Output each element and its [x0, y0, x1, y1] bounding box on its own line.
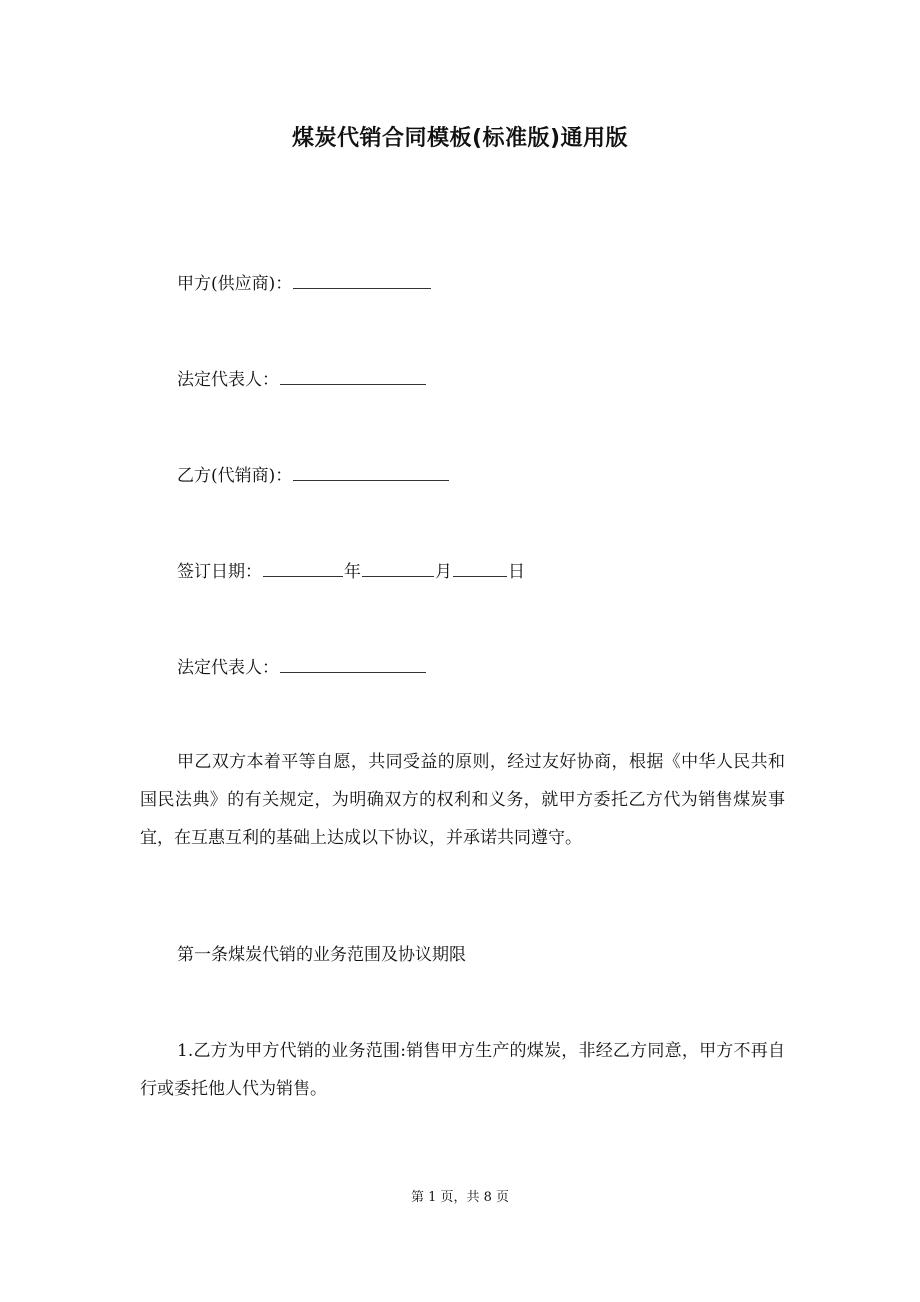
- legal-rep-2-field: [177, 654, 427, 681]
- legal-rep-2-blank: [280, 654, 426, 673]
- sign-date-year-blank: [263, 558, 343, 577]
- sign-date-month-label: 月: [435, 562, 452, 582]
- sign-date-field: [177, 558, 525, 585]
- party-b-label: 乙方(代销商)：: [177, 466, 293, 486]
- party-b-field: [177, 462, 450, 489]
- legal-rep-1-field: [177, 366, 427, 393]
- sign-date-month-blank: [362, 558, 434, 577]
- sign-date-day-label: 日: [508, 562, 525, 582]
- clause-1-1-paragraph: 1.乙方为甲方代销的业务范围:销售甲方生产的煤炭，非经乙方同意，甲方不再自行或委托他人代为销售。: [140, 1041, 785, 1099]
- legal-rep-1-label: 法定代表人：: [177, 370, 279, 390]
- party-a-blank: [293, 270, 431, 289]
- page-number-footer: 第 1 页，共 8 页: [410, 1190, 510, 1205]
- legal-rep-2-label: 法定代表人：: [177, 658, 279, 678]
- article-1-heading: 第一条煤炭代销的业务范围及协议期限: [177, 945, 466, 965]
- document-title: 煤炭代销合同模板(标准版)通用版: [291, 126, 629, 151]
- party-a-label: 甲方(供应商)：: [177, 274, 293, 294]
- intro-paragraph: 甲乙双方本着平等自愿，共同受益的原则，经过友好协商，根据《中华人民共和国民法典》的有关规定，为明确双方的权利和义务，就甲方委托乙方代为销售煤炭事宜，在互惠互利的基础上达成以下协议，并承诺共同遵守。: [140, 752, 785, 848]
- party-a-field: [177, 270, 432, 297]
- legal-rep-1-blank: [280, 366, 426, 385]
- party-b-blank: [293, 462, 449, 481]
- sign-date-label: 签订日期：: [177, 562, 262, 582]
- sign-date-day-blank: [453, 558, 507, 577]
- sign-date-year-label: 年: [344, 562, 361, 582]
